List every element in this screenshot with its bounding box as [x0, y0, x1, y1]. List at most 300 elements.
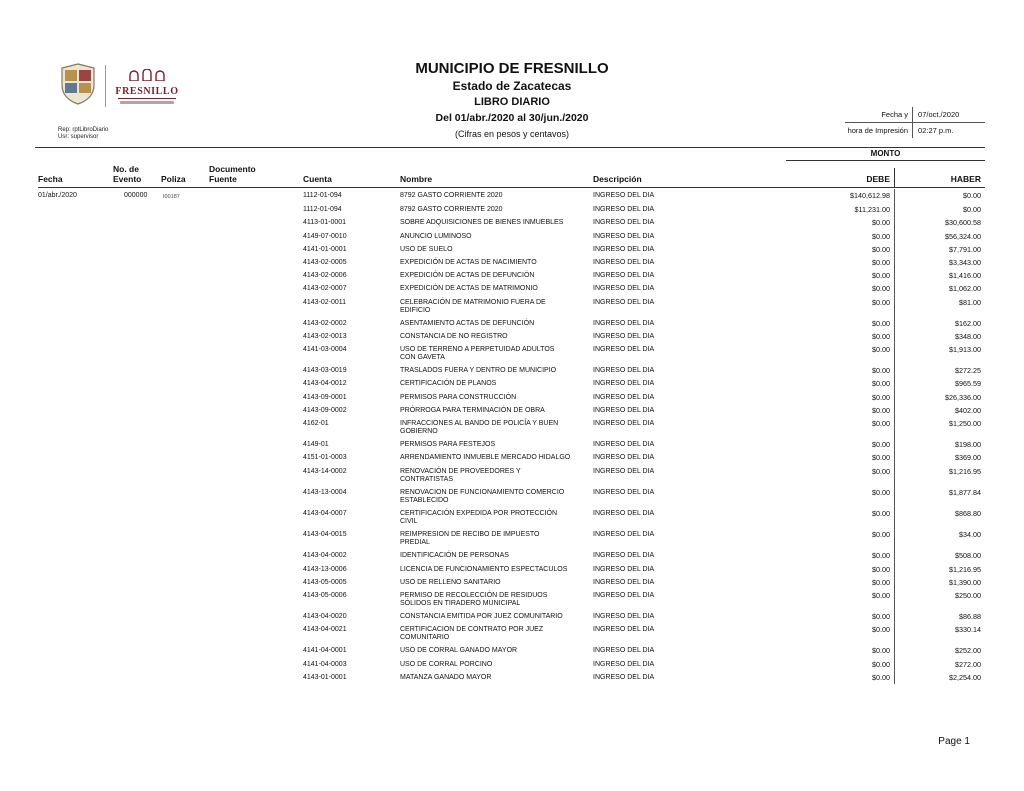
cell-evento	[113, 671, 161, 684]
print-info	[845, 107, 985, 138]
cell-fecha	[38, 404, 113, 417]
cell-haber: $369.00	[955, 453, 981, 463]
cell-debe: $0.00	[786, 417, 895, 438]
cell-poliza	[161, 404, 209, 417]
cell-cuenta: 4113-01-0001	[303, 219, 347, 227]
cell-nombre: 8792 GASTO CORRIENTE 2020	[400, 191, 503, 199]
cell-descripcion: INGRESO DEL DIA	[593, 578, 655, 586]
cell-fecha	[38, 507, 113, 528]
cell-nombre: CERTIFICACION DE CONTRATO POR JUEZ COMUNITARIO	[400, 626, 544, 642]
cell-haber: $81.00	[959, 297, 981, 307]
cell-fecha	[38, 296, 113, 317]
cell-documento-fuente	[209, 658, 303, 671]
table-row	[38, 243, 985, 256]
cell-haber: $272.25	[955, 366, 981, 376]
table-row	[38, 270, 985, 283]
top-rule	[35, 147, 985, 148]
cell-poliza	[161, 378, 209, 391]
cell-debe: $0.00	[786, 550, 895, 563]
cell-evento	[113, 283, 161, 296]
cell-cuenta: 4143-09-0001	[303, 393, 347, 401]
cell-documento-fuente	[209, 243, 303, 256]
cell-evento	[113, 243, 161, 256]
cell-descripcion: INGRESO DEL DIA	[593, 298, 655, 306]
cell-evento	[113, 404, 161, 417]
table-row	[38, 671, 985, 684]
cell-debe: $0.00	[786, 330, 895, 343]
cell-descripcion: INGRESO DEL DIA	[593, 346, 655, 354]
cell-cuenta: 4143-04-0021	[303, 626, 347, 634]
cell-poliza	[161, 217, 209, 230]
cell-evento	[113, 465, 161, 486]
cell-fecha	[38, 330, 113, 343]
cell-evento	[113, 217, 161, 230]
cell-cuenta: 4143-04-0002	[303, 552, 347, 560]
cell-haber: $56,324.00	[945, 231, 981, 241]
cell-documento-fuente	[209, 217, 303, 230]
col-debe: DEBE	[786, 168, 895, 187]
table-row	[38, 391, 985, 404]
cell-nombre: USO DE CORRAL GANADO MAYOR	[400, 647, 518, 655]
cell-nombre: TRASLADOS FUERA Y DENTRO DE MUNICIPIO	[400, 367, 557, 375]
cell-fecha	[38, 243, 113, 256]
table-row	[38, 658, 985, 671]
cell-nombre: USO DE SUELO	[400, 245, 453, 253]
cell-documento-fuente	[209, 378, 303, 391]
cell-haber: $198.00	[955, 440, 981, 450]
report-name: LIBRO DIARIO	[474, 96, 550, 108]
cell-documento-fuente	[209, 589, 303, 610]
cell-haber: $508.00	[955, 551, 981, 561]
table-row	[38, 589, 985, 610]
cell-descripcion: INGRESO DEL DIA	[593, 232, 655, 240]
cell-descripcion: INGRESO DEL DIA	[593, 332, 655, 340]
cell-nombre: CONSTANCIA EMITIDA POR JUEZ COMUNITARIO	[400, 613, 563, 621]
cell-evento	[113, 658, 161, 671]
cell-cuenta: 4141-04-0003	[303, 660, 347, 668]
cell-documento-fuente	[209, 230, 303, 243]
cell-evento	[113, 550, 161, 563]
cell-poliza	[161, 624, 209, 645]
cell-cuenta: 4143-02-0011	[303, 298, 347, 306]
cell-nombre: EXPEDICIÓN DE ACTAS DE DEFUNCIÓN	[400, 272, 535, 280]
cell-poliza	[161, 256, 209, 269]
cell-evento	[113, 230, 161, 243]
cell-fecha	[38, 671, 113, 684]
column-header-row	[38, 165, 985, 187]
table-row	[38, 283, 985, 296]
cell-descripcion: INGRESO DEL DIA	[593, 454, 655, 462]
cell-cuenta: 4143-02-0013	[303, 332, 347, 340]
cell-nombre: CONSTANCIA DE NO REGISTRO	[400, 332, 508, 340]
cell-nombre: PERMISOS PARA CONSTRUCCIÓN	[400, 393, 517, 401]
cell-documento-fuente	[209, 452, 303, 465]
cell-descripcion: INGRESO DEL DIA	[593, 319, 655, 327]
cell-haber: $1,216.95	[949, 466, 981, 476]
cell-debe: $0.00	[786, 230, 895, 243]
cell-descripcion: INGRESO DEL DIA	[593, 467, 655, 475]
table-row	[38, 624, 985, 645]
cell-debe: $0.00	[786, 317, 895, 330]
cell-haber: $1,390.00	[949, 577, 981, 587]
cell-fecha	[38, 550, 113, 563]
table-row	[38, 550, 985, 563]
col-evento: No. de Evento	[113, 164, 142, 184]
cell-poliza	[161, 507, 209, 528]
cell-cuenta: 4143-13-0006	[303, 565, 347, 573]
cell-documento-fuente	[209, 465, 303, 486]
cell-fecha	[38, 529, 113, 550]
cell-poliza	[161, 243, 209, 256]
cell-fecha	[38, 563, 113, 576]
cell-fecha	[38, 391, 113, 404]
cell-poliza	[161, 452, 209, 465]
cell-cuenta: 4143-01-0001	[303, 673, 347, 681]
table-row	[38, 610, 985, 623]
cell-poliza	[161, 204, 209, 217]
cell-evento	[113, 610, 161, 623]
cell-poliza	[161, 645, 209, 658]
cell-debe: $0.00	[786, 486, 895, 507]
cell-poliza	[161, 365, 209, 378]
cell-documento-fuente	[209, 645, 303, 658]
cell-nombre: ARRENDAMIENTO INMUEBLE MERCADO HIDALGO	[400, 454, 571, 462]
cell-descripcion: INGRESO DEL DIA	[593, 258, 655, 266]
cell-debe: $0.00	[786, 391, 895, 404]
cell-documento-fuente	[209, 576, 303, 589]
col-haber: HABER	[950, 173, 981, 184]
cell-fecha	[38, 610, 113, 623]
cell-debe: $0.00	[786, 658, 895, 671]
cell-debe: $0.00	[786, 589, 895, 610]
cell-poliza	[161, 270, 209, 283]
cell-nombre: INFRACCIONES AL BANDO DE POLICÍA Y BUEN GOBIERNO	[400, 420, 559, 435]
cell-fecha	[38, 217, 113, 230]
cell-fecha	[38, 452, 113, 465]
cell-debe: $0.00	[786, 624, 895, 645]
cell-debe: $0.00	[786, 529, 895, 550]
print-date-value: 07/oct./2020	[912, 107, 985, 122]
cell-fecha	[38, 658, 113, 671]
cell-poliza	[161, 550, 209, 563]
cell-descripcion: INGRESO DEL DIA	[593, 272, 655, 280]
cell-documento-fuente	[209, 439, 303, 452]
cell-evento	[113, 256, 161, 269]
table-row	[38, 645, 985, 658]
cell-evento	[113, 563, 161, 576]
cell-cuenta: 4151-01-0003	[303, 454, 347, 462]
table-row	[38, 330, 985, 343]
cell-evento	[113, 343, 161, 364]
cell-nombre: PRÓRROGA PARA TERMINACIÓN DE OBRA	[400, 406, 545, 414]
cell-haber: $330.14	[955, 625, 981, 635]
cell-cuenta: 4143-09-0002	[303, 406, 347, 414]
cell-evento	[113, 365, 161, 378]
cell-documento-fuente	[209, 204, 303, 217]
cell-documento-fuente	[209, 417, 303, 438]
cell-poliza	[161, 283, 209, 296]
cell-descripcion: INGRESO DEL DIA	[593, 206, 655, 214]
cell-evento	[113, 270, 161, 283]
cell-documento-fuente	[209, 343, 303, 364]
cell-haber: $1,913.00	[949, 345, 981, 355]
cell-debe: $0.00	[786, 671, 895, 684]
cell-debe: $0.00	[786, 645, 895, 658]
print-date-label: Fecha y	[881, 110, 909, 119]
cell-cuenta: 1112-01-094	[303, 206, 342, 214]
cell-nombre: CERTIFICACIÓN DE PLANOS	[400, 380, 497, 388]
page-title: MUNICIPIO DE FRESNILLO	[415, 60, 609, 77]
logo-wordmark: FRESNILLO	[115, 86, 179, 97]
cell-descripcion: INGRESO DEL DIA	[593, 420, 655, 427]
cell-descripcion: INGRESO DEL DIA	[593, 509, 655, 517]
cell-fecha	[38, 576, 113, 589]
cell-evento	[113, 391, 161, 404]
cell-cuenta: 4143-04-0015	[303, 531, 347, 539]
cell-evento	[113, 378, 161, 391]
cell-poliza	[161, 330, 209, 343]
cell-documento-fuente	[209, 550, 303, 563]
table-row	[38, 378, 985, 391]
cell-haber: $868.80	[955, 508, 981, 518]
cell-haber: $402.00	[955, 405, 981, 415]
table-row	[38, 486, 985, 507]
cell-cuenta: 4141-03-0004	[303, 346, 347, 354]
cell-debe: $0.00	[786, 563, 895, 576]
table-row	[38, 529, 985, 550]
cell-descripcion: INGRESO DEL DIA	[593, 626, 655, 634]
table-row	[38, 204, 985, 217]
cell-fecha	[38, 465, 113, 486]
cell-poliza	[161, 671, 209, 684]
cell-fecha	[38, 283, 113, 296]
cell-cuenta: 4141-04-0001	[303, 647, 347, 655]
table-row	[38, 404, 985, 417]
cell-haber: $2,254.00	[949, 672, 981, 682]
table-row	[38, 452, 985, 465]
cell-fecha	[38, 486, 113, 507]
table-row	[38, 439, 985, 452]
cell-cuenta: 4143-13-0004	[303, 488, 347, 496]
cell-nombre: USO DE RELLENO SANITARIO	[400, 578, 501, 586]
cell-poliza	[161, 417, 209, 438]
cell-haber: $0.00	[963, 205, 981, 215]
cell-documento-fuente	[209, 317, 303, 330]
cell-haber: $34.00	[959, 530, 981, 540]
cell-evento	[113, 486, 161, 507]
cell-poliza	[161, 563, 209, 576]
cell-poliza	[161, 486, 209, 507]
cell-debe: $0.00	[786, 243, 895, 256]
table-row	[38, 256, 985, 269]
cell-documento-fuente	[209, 507, 303, 528]
cell-nombre: SOBRE ADQUISICIONES DE BIENES INMUEBLES	[400, 219, 564, 227]
cell-poliza	[161, 391, 209, 404]
cell-debe: $0.00	[786, 452, 895, 465]
cell-evento	[113, 452, 161, 465]
table-row	[38, 465, 985, 486]
cell-fecha	[38, 365, 113, 378]
cell-evento	[113, 204, 161, 217]
report-period: Del 01/abr./2020 al 30/jun./2020	[435, 112, 589, 124]
cell-haber: $0.00	[963, 190, 981, 200]
cell-haber: $1,877.84	[949, 487, 981, 497]
cell-debe: $0.00	[786, 256, 895, 269]
cell-descripcion: INGRESO DEL DIA	[593, 441, 655, 449]
cell-documento-fuente	[209, 256, 303, 269]
cell-descripcion: INGRESO DEL DIA	[593, 488, 655, 496]
cell-documento-fuente	[209, 283, 303, 296]
cell-debe: $0.00	[786, 365, 895, 378]
print-time-label: hora de Impresión	[847, 126, 909, 135]
cell-evento	[113, 439, 161, 452]
cell-fecha	[38, 270, 113, 283]
cell-haber: $7,791.00	[949, 244, 981, 254]
cell-fecha	[38, 624, 113, 645]
cell-documento-fuente	[209, 610, 303, 623]
cell-nombre: ASENTAMIENTO ACTAS DE DEFUNCIÓN	[400, 319, 535, 327]
cell-debe: $0.00	[786, 217, 895, 230]
cell-evento	[113, 507, 161, 528]
cell-haber: $30,600.58	[945, 218, 981, 228]
cell-cuenta: 4143-05-0006	[303, 591, 347, 599]
cell-cuenta: 4143-04-0012	[303, 380, 347, 388]
cell-nombre: EXPEDICIÓN DE ACTAS DE NACIMIENTO	[400, 258, 537, 266]
monto-header: MONTO	[786, 149, 985, 161]
cell-debe: $0.00	[786, 343, 895, 364]
cell-documento-fuente	[209, 486, 303, 507]
cell-nombre: REIMPRESION DE RECIBO DE IMPUESTO PREDIAL	[400, 531, 540, 547]
cell-debe: $0.00	[786, 439, 895, 452]
cell-nombre: EXPEDICIÓN DE ACTAS DE MATRIMONIO	[400, 285, 538, 293]
cell-descripcion: INGRESO DEL DIA	[593, 406, 655, 414]
cell-cuenta: 4141-01-0001	[303, 245, 347, 253]
cell-poliza: I00187	[163, 194, 180, 200]
cell-fecha	[38, 256, 113, 269]
cell-nombre: CERTIFICACIÓN EXPEDIDA POR PROTECCIÓN CIVIL	[400, 509, 558, 525]
cell-poliza	[161, 529, 209, 550]
cell-descripcion: INGRESO DEL DIA	[593, 552, 655, 560]
cell-poliza	[161, 439, 209, 452]
table-row	[38, 576, 985, 589]
cell-debe: $0.00	[786, 576, 895, 589]
cell-haber: $162.00	[955, 318, 981, 328]
cell-documento-fuente	[209, 189, 303, 204]
cell-haber: $1,416.00	[949, 271, 981, 281]
cell-cuenta: 4162-01	[303, 420, 329, 427]
cell-evento	[113, 330, 161, 343]
cell-descripcion: INGRESO DEL DIA	[593, 380, 655, 388]
print-date-row	[845, 107, 985, 123]
cell-evento	[113, 317, 161, 330]
cell-nombre: RENOVACIÓN DE PROVEEDORES Y CONTRATISTAS	[400, 467, 521, 483]
cell-evento	[113, 589, 161, 610]
cell-documento-fuente	[209, 529, 303, 550]
cell-fecha	[38, 343, 113, 364]
cell-fecha	[38, 417, 113, 438]
cell-cuenta: 4143-03-0019	[303, 367, 347, 375]
cell-poliza	[161, 658, 209, 671]
cell-haber: $252.00	[955, 646, 981, 656]
cell-debe: $0.00	[786, 283, 895, 296]
cell-descripcion: INGRESO DEL DIA	[593, 613, 655, 621]
cell-nombre: CELEBRACIÓN DE MATRIMONIO FUERA DE EDIFICIO	[400, 298, 546, 314]
cell-poliza	[161, 317, 209, 330]
cell-cuenta: 4143-02-0002	[303, 319, 347, 327]
cell-fecha: 01/abr./2020	[38, 191, 77, 199]
table-row	[38, 563, 985, 576]
table-row	[38, 417, 985, 438]
cell-descripcion: INGRESO DEL DIA	[593, 219, 655, 227]
cell-cuenta: 4143-02-0007	[303, 285, 347, 293]
cell-documento-fuente	[209, 296, 303, 317]
cell-nombre: RENOVACION DE FUNCIONAMIENTO COMERCIO ESTABLECIDO	[400, 488, 565, 504]
cell-evento	[113, 645, 161, 658]
col-cuenta: Cuenta	[303, 173, 332, 184]
cell-nombre: ANUNCIO LUMINOSO	[400, 232, 472, 240]
page-number: Page 1	[938, 736, 970, 747]
cell-debe: $0.00	[786, 610, 895, 623]
cell-descripcion: INGRESO DEL DIA	[593, 393, 655, 401]
cell-nombre: PERMISO DE RECOLECCIÓN DE RESIDUOS SÓLIDOS EN TIRADERO MUNICIPAL	[400, 591, 548, 607]
cell-debe: $11,231.00	[786, 204, 895, 217]
cell-descripcion: INGRESO DEL DIA	[593, 531, 655, 539]
cell-poliza	[161, 576, 209, 589]
cell-haber: $272.00	[955, 659, 981, 669]
cell-poliza	[161, 230, 209, 243]
cell-debe: $0.00	[786, 465, 895, 486]
cell-descripcion: INGRESO DEL DIA	[593, 367, 655, 375]
cell-documento-fuente	[209, 671, 303, 684]
user-ref: Usr: supervisor	[58, 133, 99, 140]
cell-poliza	[161, 465, 209, 486]
cell-poliza	[161, 589, 209, 610]
cell-fecha	[38, 645, 113, 658]
cell-haber: $1,250.00	[949, 419, 981, 428]
cifras-note: (Cifras en pesos y centavos)	[454, 129, 570, 139]
cell-nombre: LICENCIA DE FUNCIONAMIENTO ESPECTACULOS	[400, 565, 568, 573]
cell-nombre: PERMISOS PARA FESTEJOS	[400, 441, 496, 449]
print-time-row	[845, 123, 985, 138]
cell-fecha	[38, 439, 113, 452]
cell-documento-fuente	[209, 330, 303, 343]
cell-debe: $0.00	[786, 507, 895, 528]
print-time-value: 02:27 p.m.	[912, 123, 985, 138]
table-body	[38, 189, 985, 684]
cell-debe: $0.00	[786, 296, 895, 317]
cell-poliza	[161, 610, 209, 623]
table-row	[38, 189, 985, 204]
cell-fecha	[38, 204, 113, 217]
cell-cuenta: 4149-07-0010	[303, 232, 347, 240]
table-row	[38, 296, 985, 317]
cell-cuenta: 4143-04-0020	[303, 613, 347, 621]
cell-documento-fuente	[209, 270, 303, 283]
cell-haber: $1,216.95	[949, 564, 981, 574]
cell-cuenta: 4143-05-0005	[303, 578, 347, 586]
table-row	[38, 317, 985, 330]
cell-descripcion: INGRESO DEL DIA	[593, 245, 655, 253]
cell-evento	[113, 529, 161, 550]
cell-nombre: 8792 GASTO CORRIENTE 2020	[400, 206, 503, 214]
cell-haber: $3,343.00	[949, 257, 981, 267]
cell-cuenta: 4143-04-0007	[303, 509, 347, 517]
cell-haber: $86.88	[959, 612, 981, 622]
cell-haber: $26,336.00	[945, 392, 981, 402]
table-row	[38, 343, 985, 364]
cell-poliza	[161, 343, 209, 364]
cell-cuenta: 1112-01-094	[303, 191, 342, 199]
